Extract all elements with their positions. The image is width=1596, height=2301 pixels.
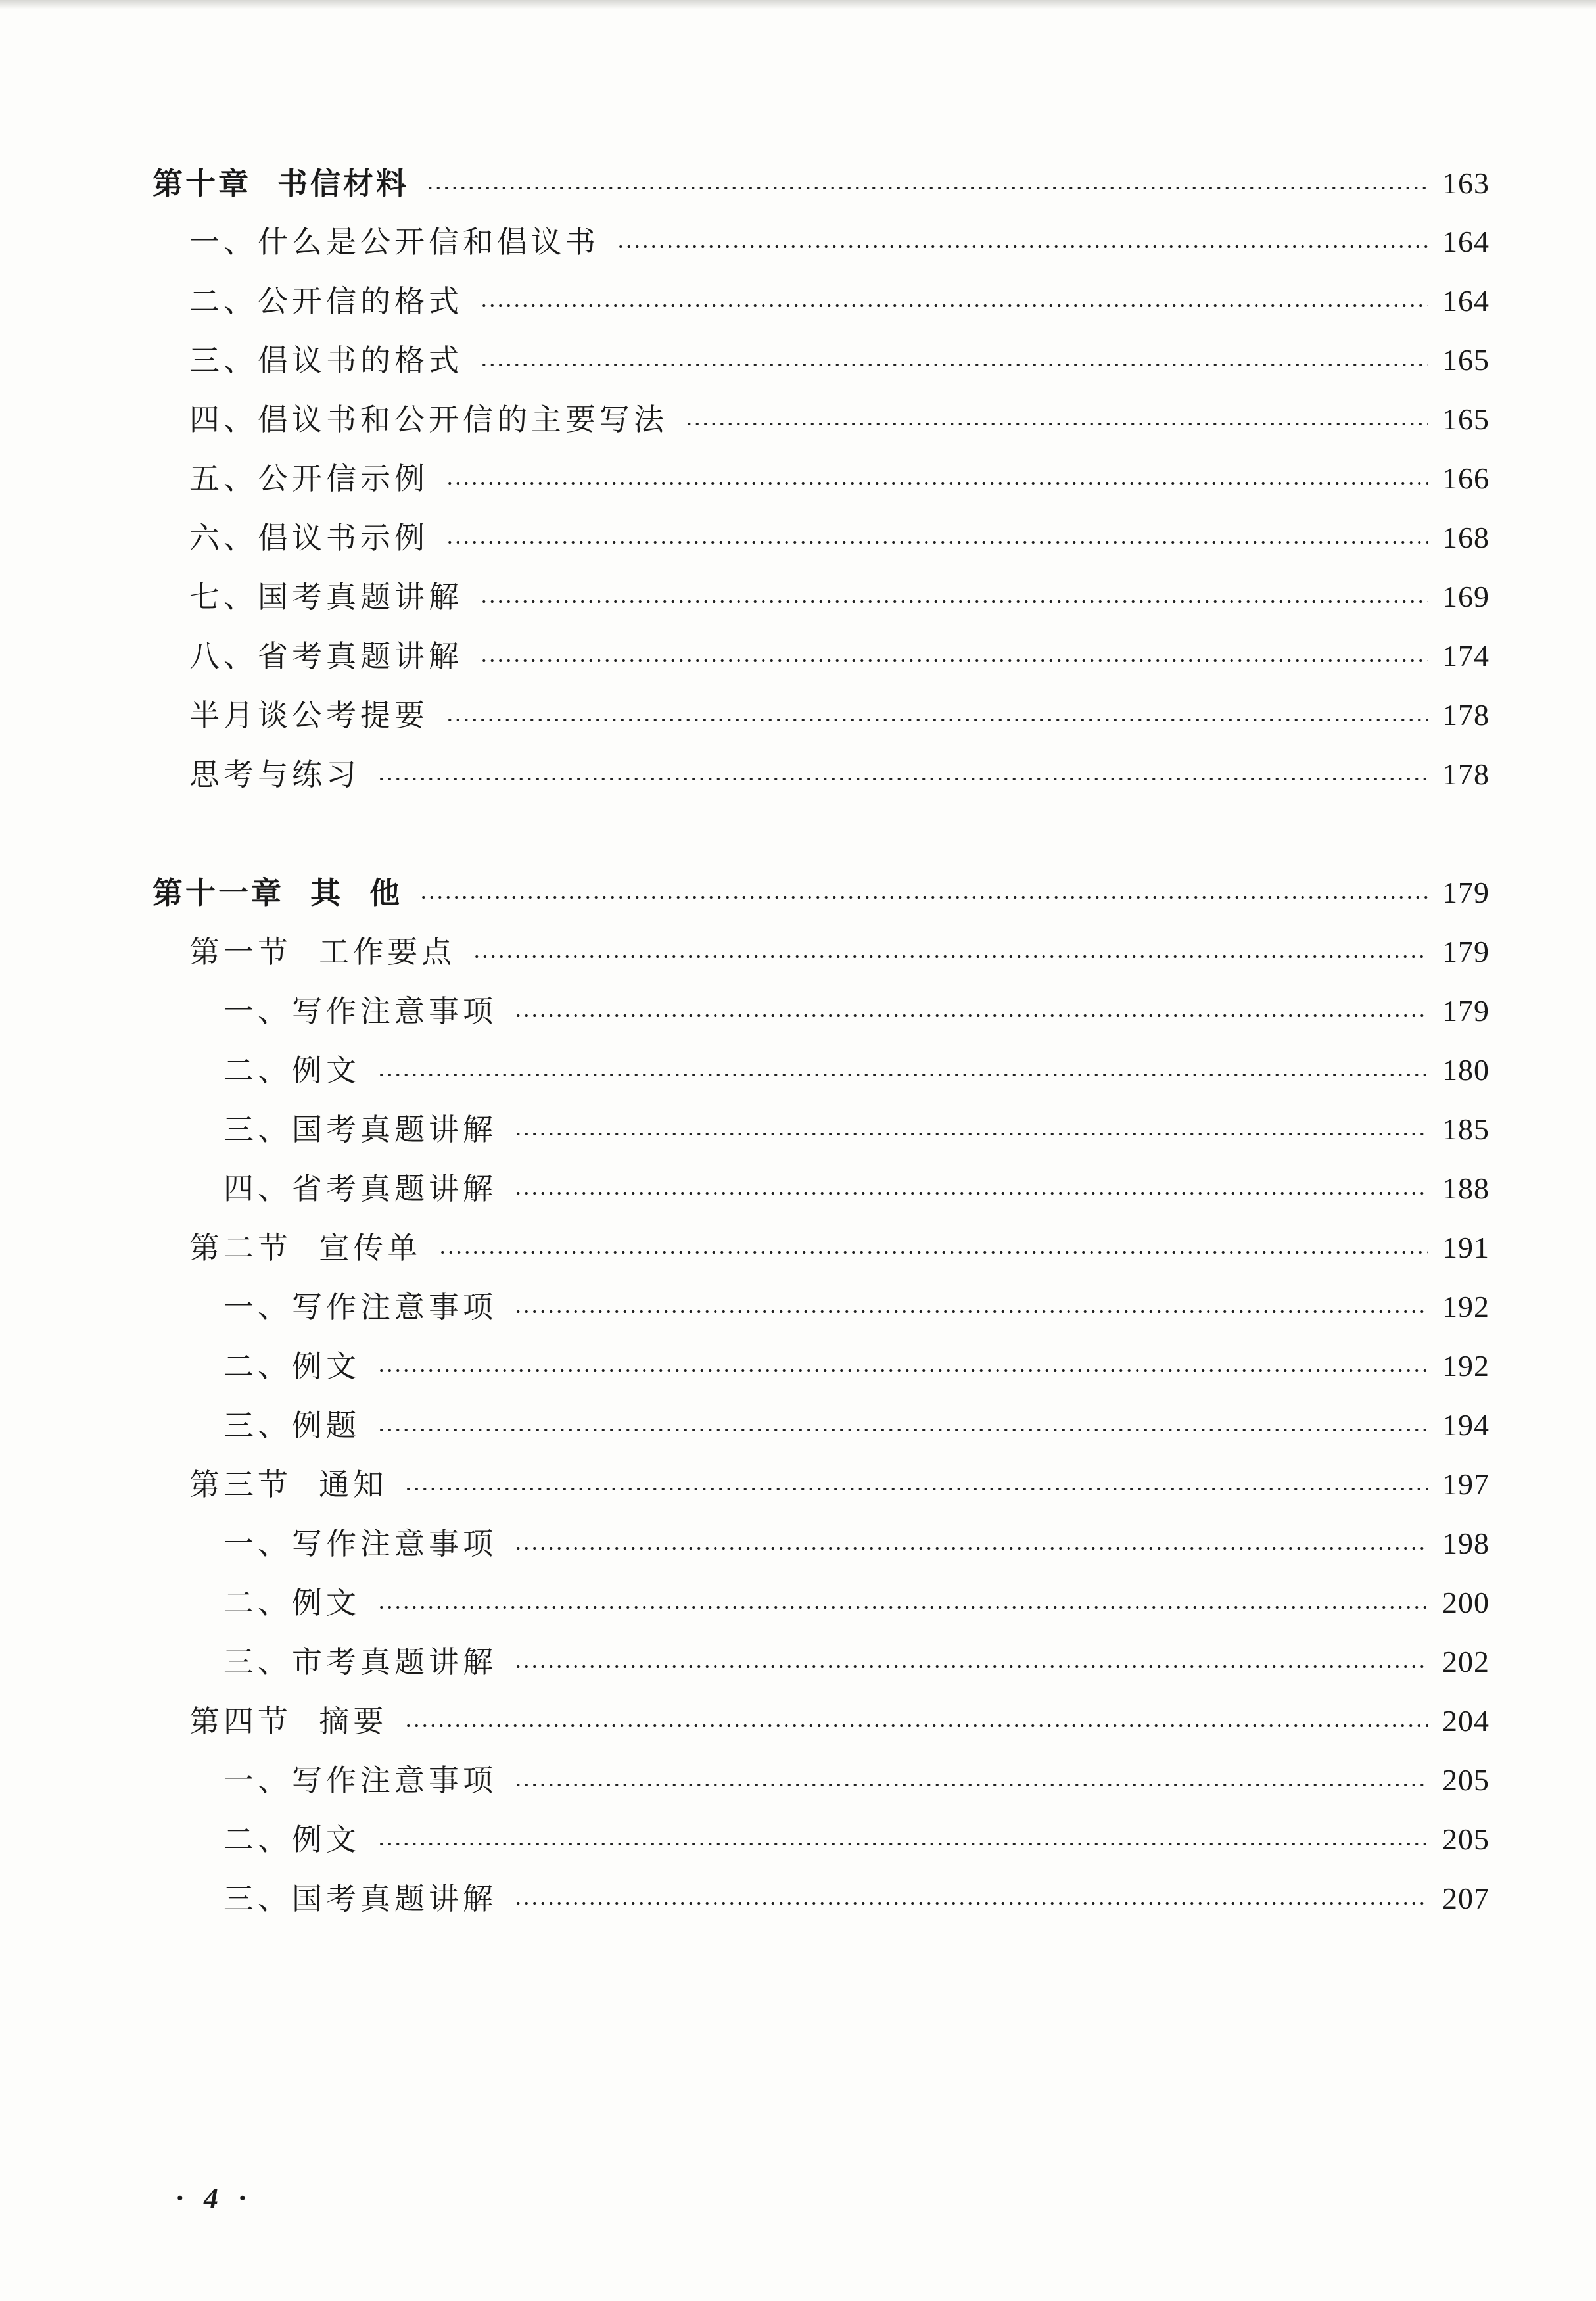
entry-label: 一、写作注意事项 <box>223 1289 497 1325</box>
page-number: 179 <box>1442 935 1490 968</box>
entry-label: 一、写作注意事项 <box>223 1763 497 1798</box>
dot-leader <box>514 1192 1428 1195</box>
toc-entry[interactable] <box>223 1287 1490 1327</box>
entry-label: 三、倡议书的格式 <box>189 343 463 378</box>
entry-label: 四、倡议书和公开信的主要写法 <box>189 402 668 437</box>
page-number: 164 <box>1442 284 1490 318</box>
dot-leader <box>480 364 1428 366</box>
toc-entry[interactable] <box>223 1405 1490 1446</box>
page-number: 192 <box>1442 1349 1490 1383</box>
page-number: 165 <box>1442 343 1490 377</box>
dot-leader <box>514 1547 1428 1550</box>
entry-label: 八、省考真题讲解 <box>189 638 463 674</box>
entry-label: 二、公开信的格式 <box>189 283 463 319</box>
entry-label: 三、国考真题讲解 <box>223 1881 497 1916</box>
entry-label: 七、国考真题讲解 <box>189 579 463 615</box>
toc-entry[interactable] <box>189 458 1490 499</box>
toc-entry-section[interactable] <box>189 932 1490 972</box>
toc-entry[interactable] <box>223 1109 1490 1150</box>
page-number: 178 <box>1442 698 1490 732</box>
entry-label: 六、倡议书示例 <box>189 520 429 556</box>
dot-leader <box>377 1074 1428 1076</box>
entry-label: 二、例文 <box>223 1348 360 1384</box>
toc-entry[interactable] <box>223 1760 1490 1801</box>
page-number: 200 <box>1442 1586 1490 1619</box>
page-number: 166 <box>1442 462 1490 495</box>
entry-label: 五、公开信示例 <box>189 461 429 496</box>
entry-label: 三、例题 <box>223 1408 360 1443</box>
dot-leader <box>419 896 1428 899</box>
page-number: 198 <box>1442 1527 1490 1560</box>
entry-label: 二、例文 <box>223 1053 360 1088</box>
dot-leader <box>404 1724 1428 1727</box>
page-number: 164 <box>1442 225 1490 258</box>
dot-leader <box>685 423 1428 425</box>
section-title: 第一节 工作要点 <box>189 934 456 970</box>
page-number: 178 <box>1442 757 1490 791</box>
toc-entry-section[interactable] <box>189 1464 1490 1505</box>
page-number: 168 <box>1442 521 1490 554</box>
toc-entry[interactable] <box>189 281 1490 321</box>
toc-entry[interactable] <box>223 1346 1490 1387</box>
dot-leader <box>377 778 1428 780</box>
toc-entry-chapter-11[interactable] <box>153 872 1490 913</box>
page-number: 179 <box>1442 876 1490 909</box>
dot-leader <box>480 659 1428 662</box>
page-number: 174 <box>1442 639 1490 673</box>
dot-leader <box>480 304 1428 307</box>
chapter-title: 第十一章 其 他 <box>153 875 403 911</box>
toc-entry-section[interactable] <box>189 1227 1490 1268</box>
dot-leader <box>438 1251 1428 1254</box>
toc-entry[interactable] <box>189 754 1490 795</box>
page-number: 204 <box>1442 1704 1490 1738</box>
toc-entry[interactable] <box>223 1050 1490 1091</box>
dot-leader <box>377 1369 1428 1372</box>
toc-entry-section[interactable] <box>189 1701 1490 1742</box>
entry-label: 一、写作注意事项 <box>223 1526 497 1561</box>
toc-entry[interactable] <box>223 1523 1490 1564</box>
toc-entry[interactable] <box>189 340 1490 381</box>
toc-entry[interactable] <box>223 991 1490 1032</box>
toc-entry[interactable] <box>189 517 1490 558</box>
entry-label: 一、写作注意事项 <box>223 993 497 1029</box>
entry-label: 二、例文 <box>223 1822 360 1857</box>
dot-leader <box>514 1784 1428 1786</box>
page-number: 205 <box>1442 1763 1490 1797</box>
toc-entry-chapter-10[interactable] <box>153 163 1490 204</box>
section-title: 第四节 摘要 <box>189 1703 388 1739</box>
entry-label: 半月谈公考提要 <box>189 698 429 733</box>
dot-leader <box>514 1133 1428 1135</box>
section-title: 第三节 通知 <box>189 1467 388 1502</box>
dot-leader <box>404 1488 1428 1490</box>
entry-label: 二、例文 <box>223 1585 360 1621</box>
dot-leader <box>514 1665 1428 1668</box>
page-number: 192 <box>1442 1290 1490 1323</box>
footer-page-number: · 4 · <box>176 2182 252 2214</box>
dot-leader <box>446 719 1428 721</box>
page-number: 185 <box>1442 1112 1490 1146</box>
page-number: 194 <box>1442 1408 1490 1442</box>
toc-entry[interactable] <box>223 1168 1490 1209</box>
dot-leader <box>426 187 1428 189</box>
page-number: 163 <box>1442 166 1490 200</box>
entry-label: 四、省考真题讲解 <box>223 1171 497 1206</box>
section-title: 第二节 宣传单 <box>189 1230 422 1266</box>
entry-label: 三、市考真题讲解 <box>223 1644 497 1680</box>
toc-entry[interactable] <box>189 222 1490 262</box>
dot-leader <box>514 1310 1428 1313</box>
page-number: 169 <box>1442 580 1490 613</box>
dot-leader <box>446 482 1428 485</box>
page-number: 207 <box>1442 1882 1490 1915</box>
toc-entry[interactable] <box>223 1819 1490 1860</box>
toc-entry[interactable] <box>223 1642 1490 1682</box>
toc-entry[interactable] <box>189 695 1490 736</box>
dot-leader <box>446 541 1428 544</box>
entry-label: 思考与练习 <box>189 757 360 792</box>
page-number: 197 <box>1442 1467 1490 1501</box>
toc-entry[interactable] <box>223 1582 1490 1623</box>
dot-leader <box>514 1902 1428 1905</box>
page-number: 205 <box>1442 1822 1490 1856</box>
page-number: 191 <box>1442 1231 1490 1264</box>
chapter-title: 第十章 书信材料 <box>153 166 410 201</box>
toc-entry[interactable] <box>189 636 1490 676</box>
dot-leader <box>377 1843 1428 1845</box>
entry-label: 一、什么是公开信和倡议书 <box>189 224 599 260</box>
page-number: 202 <box>1442 1645 1490 1678</box>
dot-leader <box>473 955 1428 958</box>
toc-entry[interactable] <box>223 1878 1490 1919</box>
page-number: 180 <box>1442 1053 1490 1087</box>
dot-leader <box>617 245 1428 248</box>
toc-entry[interactable] <box>189 577 1490 617</box>
page-number: 165 <box>1442 402 1490 436</box>
dot-leader <box>480 600 1428 603</box>
dot-leader <box>377 1606 1428 1609</box>
dot-leader <box>514 1014 1428 1017</box>
page-number: 188 <box>1442 1172 1490 1205</box>
toc-entry[interactable] <box>189 399 1490 440</box>
dot-leader <box>377 1429 1428 1431</box>
entry-label: 三、国考真题讲解 <box>223 1112 497 1147</box>
page-number: 179 <box>1442 994 1490 1028</box>
